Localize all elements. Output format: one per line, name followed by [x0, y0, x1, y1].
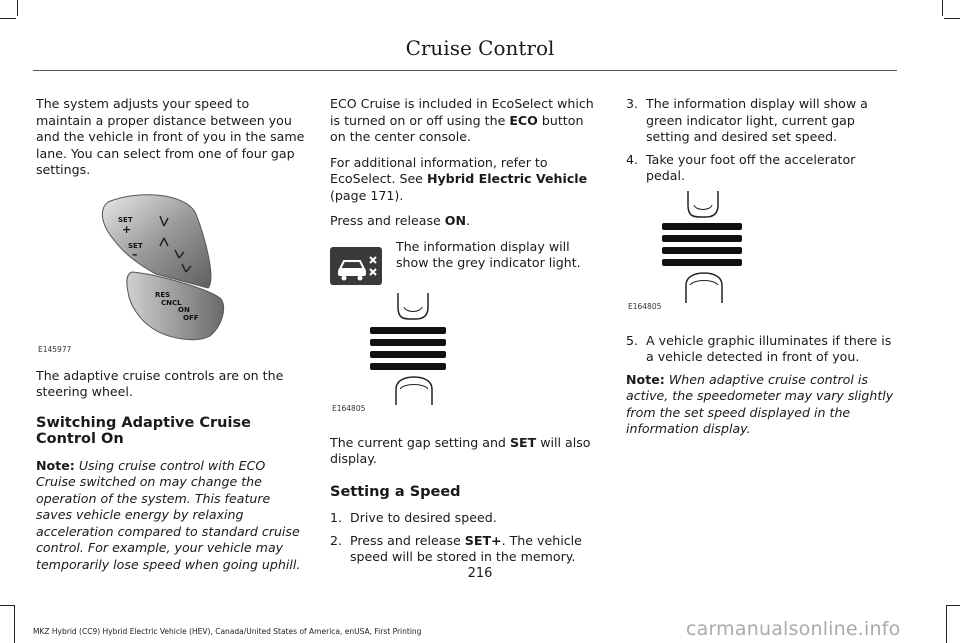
text-run: For additional information, refer to EcoSelect. See: [330, 154, 548, 186]
eco-button-name: ECO: [509, 112, 538, 128]
crop-mark: [14, 605, 15, 643]
page-title: Cruise Control: [405, 36, 555, 60]
res-label: RES: [155, 290, 171, 299]
note-paragraph: [36, 458, 306, 574]
gap-display-illustration: [330, 293, 602, 419]
gap-bar: [662, 235, 742, 242]
set-display-name: SET: [509, 434, 537, 450]
step-number: 5.: [626, 332, 639, 348]
figure-code: E164805: [332, 403, 366, 413]
section-heading: Setting a Speed: [330, 483, 461, 500]
gap-bar: [370, 339, 446, 346]
step-text: Take your foot off the accelerator pedal.: [646, 151, 856, 183]
indicator-description: The information display will show the grey indicator light.: [396, 238, 581, 270]
list-item: [626, 152, 896, 185]
gap-bar: [662, 247, 742, 254]
crop-mark: [944, 18, 960, 19]
note-text: Using cruise control with ECO Cruise switched on may change the operation of the system. This feature saves vehicle energy by relaxing acceleration compared to standard cruise control. For example, your vehicle may temporarily lose speed when going uphill.: [36, 457, 301, 572]
acc-indicator-icon: [330, 247, 382, 285]
note-paragraph: [626, 372, 896, 438]
off-label: OFF: [183, 313, 199, 322]
set-plus-button-name: SET+: [464, 532, 502, 548]
step-text: A vehicle graphic illuminates if there is a vehicle detected in front of you.: [646, 332, 892, 364]
text-run: . The vehicle speed will be stored in the memory.: [350, 532, 582, 564]
set-plus-label: SET: [118, 215, 133, 224]
lead-vehicle-outline: [398, 293, 428, 319]
header-divider: [33, 70, 897, 71]
on-label: ON: [178, 305, 190, 314]
steering-wheel-buttons-illustration: [36, 188, 306, 358]
controls-location-paragraph: The adaptive cruise controls are on the steering wheel.: [36, 367, 284, 399]
text-run: button on the center console.: [330, 112, 584, 144]
car-with-gap-icon: [330, 247, 382, 285]
step-text: Drive to desired speed.: [350, 510, 497, 525]
text-run: The current gap setting and: [330, 434, 510, 450]
gap-display-illustration: [626, 191, 896, 315]
eco-paragraph: [330, 96, 602, 146]
column-middle: [330, 96, 602, 572]
plus-glyph: +: [122, 222, 132, 236]
column-right: [626, 96, 896, 447]
text-run: Press and release: [330, 213, 445, 228]
step-number: 2.: [330, 532, 343, 548]
column-left: [36, 96, 306, 582]
steering-controls-figure: [36, 188, 306, 358]
step-number: 3.: [626, 96, 639, 111]
step-text: The information display will show a green indicator light, current gap setting and desired set speed.: [646, 96, 868, 144]
crop-mark: [946, 605, 947, 643]
intro-paragraph: The system adjusts your speed to maintain a proper distance between you and the vehicle in front of you in the same lane. You can select from one of four gap settings.: [36, 96, 305, 177]
gap-bar: [662, 259, 742, 266]
watermark: carmanualsonline.info: [686, 618, 901, 640]
crop-mark: [942, 0, 943, 16]
document-footer: MKZ Hybrid (CC9) Hybrid Electric Vehicle (HEV), Canada/United States of America, enUSA, First Printing: [33, 627, 422, 636]
step-number: 1.: [330, 510, 343, 525]
upper-button-panel: [102, 194, 211, 287]
list-item: [330, 533, 602, 566]
gap-setting-figure: [330, 293, 602, 419]
note-text: When adaptive cruise control is active, the speedometer may vary slightly from the set speed displayed in the information display.: [626, 371, 894, 436]
crop-mark: [17, 0, 18, 16]
text-run: will also display.: [330, 434, 591, 466]
note-label: Note:: [36, 457, 75, 473]
list-item: [330, 510, 602, 527]
section-heading: Switching Adaptive Cruise Control On: [36, 414, 251, 447]
crop-mark: [0, 605, 14, 606]
set-minus-label: SET: [128, 241, 143, 250]
section-reference: Hybrid Electric Vehicle: [426, 171, 588, 186]
text-run: ECO Cruise is included in EcoSelect which is turned on or off using the: [330, 96, 594, 128]
note-label: Note:: [626, 371, 665, 387]
own-vehicle-outline: [686, 273, 722, 303]
reference-paragraph: [330, 155, 602, 205]
cncl-label: CNCL: [161, 298, 182, 307]
gap-bar: [370, 351, 446, 358]
gap-bar: [662, 223, 742, 230]
on-button-name: ON: [444, 213, 467, 228]
gap-display-paragraph: [330, 435, 602, 468]
step-number: 4.: [626, 151, 639, 167]
crop-mark: [0, 18, 16, 19]
crop-mark: [946, 605, 960, 606]
press-on-paragraph: [330, 213, 602, 230]
own-vehicle-outline: [396, 377, 432, 405]
gap-bar: [370, 363, 446, 370]
list-item: [626, 96, 896, 146]
text-run: Press and release: [350, 532, 465, 548]
minus-glyph: –: [132, 247, 138, 261]
list-item: [626, 333, 896, 366]
lead-vehicle-outline: [688, 191, 718, 217]
gap-setting-figure: [626, 191, 896, 315]
figure-code: E145977: [38, 344, 72, 354]
gap-bar: [370, 327, 446, 334]
step-text: [350, 533, 602, 566]
indicator-row: [330, 239, 602, 285]
figure-code: E164805: [628, 301, 662, 311]
text-run: .: [466, 213, 471, 228]
text-run: (page 171).: [330, 187, 404, 203]
page-number: 216: [467, 566, 493, 581]
